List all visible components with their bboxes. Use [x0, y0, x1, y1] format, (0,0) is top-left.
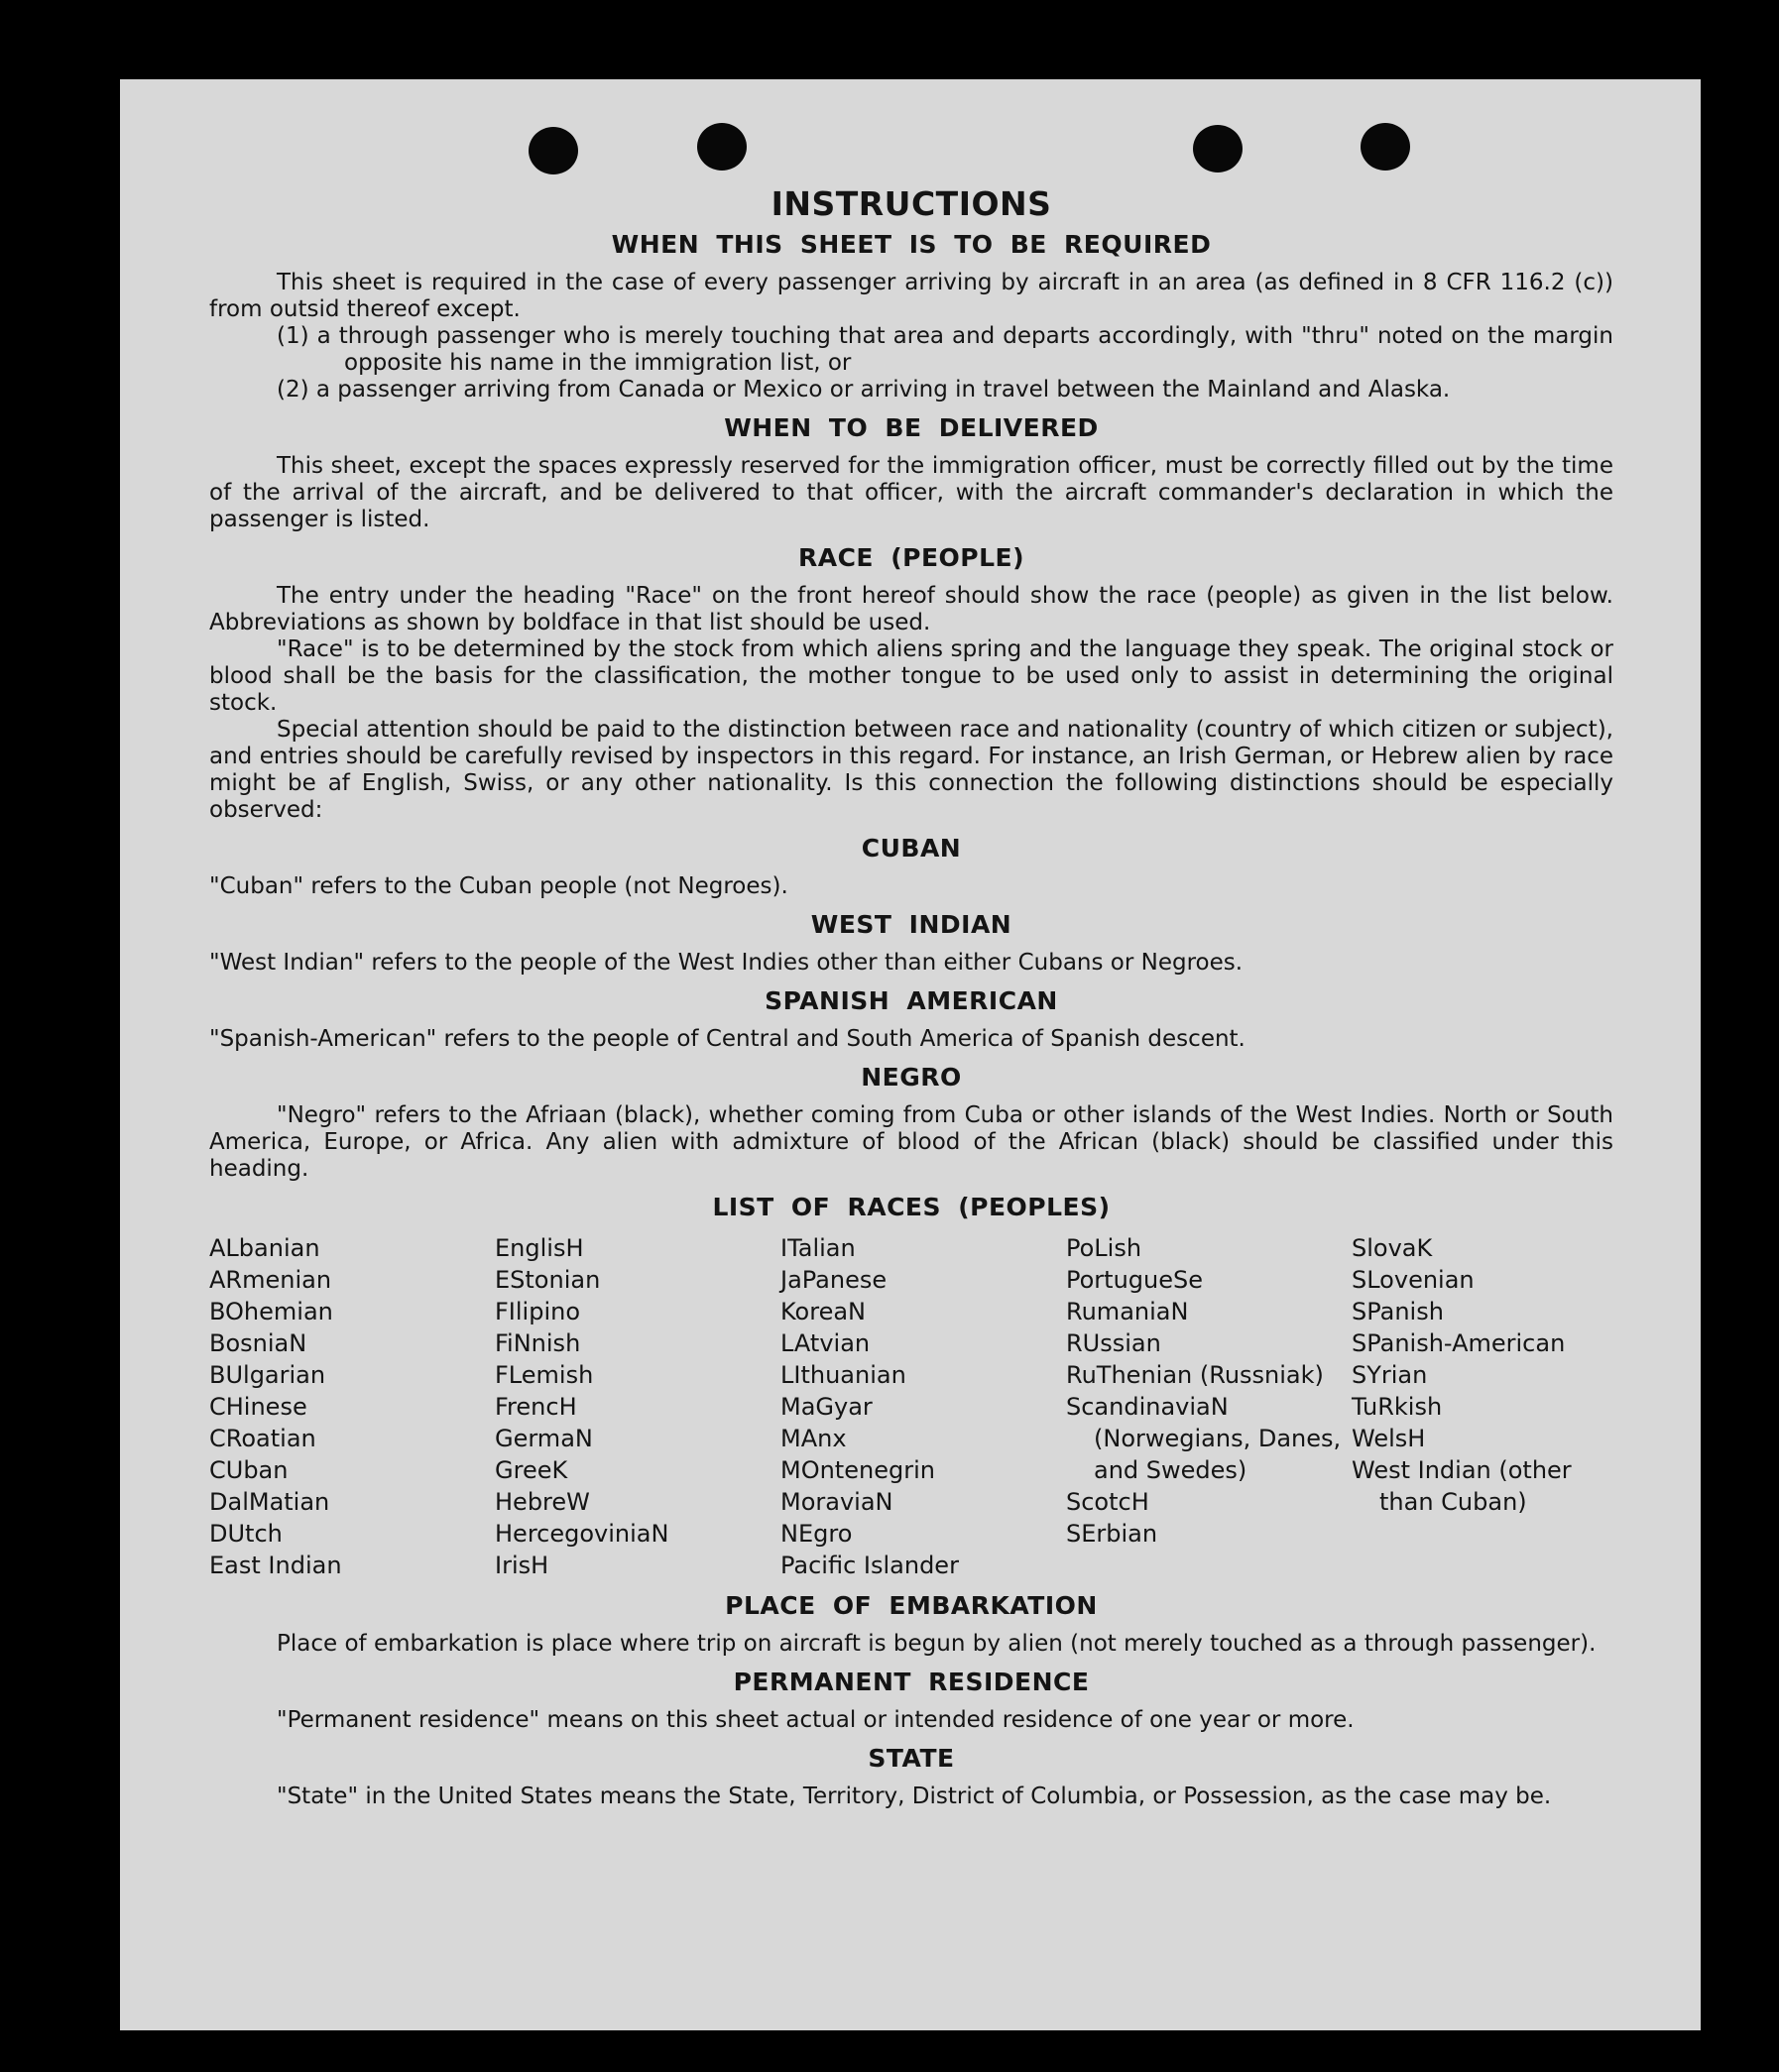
heading-negro: NEGRO: [861, 1063, 962, 1092]
race-list: [209, 1232, 1613, 1581]
heading-permanent-residence: PERMANENT RESIDENCE: [733, 1668, 1090, 1696]
race-item: KoreaN: [780, 1298, 866, 1325]
race-item: ITalian: [780, 1234, 856, 1262]
race-item: CUban: [209, 1456, 289, 1484]
race-column-4: [1066, 1232, 1352, 1581]
place-of-embarkation-text: Place of embarkation is place where trip on aircraft is begun by alien (not merely touched as a through passenger).: [277, 1631, 1597, 1657]
race-item: FLemish: [495, 1361, 594, 1389]
race-item: IrisH: [495, 1552, 549, 1579]
race-item: SLovenian: [1352, 1266, 1475, 1294]
race-item: ScotcH: [1066, 1488, 1149, 1516]
race-column-1: [209, 1232, 495, 1581]
punch-hole: [529, 127, 578, 174]
race-item: SYrian: [1352, 1361, 1428, 1389]
race-item: LAtvian: [780, 1329, 871, 1357]
race-paragraph-1: The entry under the heading "Race" on the front hereof should show the race (people) as given in the list below. Abbreviations as shown by boldface in that list should be used.: [209, 583, 1613, 635]
race-item: ScandinaviaN (Norwegians, Danes, and Swedes): [1066, 1393, 1342, 1484]
spanish-american-text: "Spanish-American" refers to the people of Central and South America of Spanish descent.: [209, 1026, 1245, 1052]
cuban-text: "Cuban" refers to the Cuban people (not Negroes).: [209, 873, 788, 899]
race-item: GermaN: [495, 1425, 593, 1452]
race-item: HercegoviniaN: [495, 1520, 669, 1548]
heading-cuban: CUBAN: [861, 834, 962, 863]
race-column-2: [495, 1232, 780, 1581]
race-item: ALbanian: [209, 1234, 320, 1262]
heading-when-required: WHEN THIS SHEET IS TO BE REQUIRED: [611, 230, 1212, 259]
punch-hole: [1193, 125, 1243, 173]
heading-place-of-embarkation: PLACE OF EMBARKATION: [725, 1591, 1098, 1620]
negro-text: "Negro" refers to the Afriaan (black), whether coming from Cuba or other islands of the West Indies. North or South America, Europe, or Africa. Any alien with admixture of blood of the African (black) should be classified under this heading.: [209, 1102, 1613, 1182]
race-column-3: [780, 1232, 1066, 1581]
race-item: DUtch: [209, 1520, 283, 1548]
race-item: West Indian (other than Cuban): [1352, 1456, 1572, 1516]
race-item: BosniaN: [209, 1329, 307, 1357]
race-item: Pacific Islander: [780, 1552, 959, 1579]
race-item: EnglisH: [495, 1234, 584, 1262]
race-item: FrencH: [495, 1393, 577, 1421]
heading-west-indian: WEST INDIAN: [810, 910, 1012, 939]
page-title: INSTRUCTIONS: [771, 184, 1052, 223]
race-item: DalMatian: [209, 1488, 330, 1516]
race-item: PoLish: [1066, 1234, 1142, 1262]
race-item: GreeK: [495, 1456, 568, 1484]
punch-hole: [697, 123, 747, 171]
race-item: JaPanese: [780, 1266, 888, 1294]
exception-2: (2) a passenger arriving from Canada or Mexico or arriving in travel between the Mainland and Alaska.: [277, 377, 1451, 403]
race-item: ARmenian: [209, 1266, 332, 1294]
race-item: FIlipino: [495, 1298, 581, 1325]
heading-when-delivered: WHEN TO BE DELIVERED: [724, 413, 1099, 442]
race-column-5: [1352, 1232, 1613, 1581]
race-item: EStonian: [495, 1266, 601, 1294]
race-item: SPanish-American: [1352, 1329, 1566, 1357]
race-item: SErbian: [1066, 1520, 1158, 1548]
race-item: MoraviaN: [780, 1488, 893, 1516]
race-item: RUssian: [1066, 1329, 1161, 1357]
race-item: MOntenegrin: [780, 1456, 935, 1484]
race-item: CHinese: [209, 1393, 307, 1421]
exception-1: (1) a through passenger who is merely touching that area and departs accordingly, with "thru" noted on the margin opposite his name in the immigration list, or: [277, 323, 1613, 376]
race-item: RumaniaN: [1066, 1298, 1189, 1325]
race-item: PortugueSe: [1066, 1266, 1203, 1294]
race-item: TuRkish: [1352, 1393, 1443, 1421]
race-item: MAnx: [780, 1425, 847, 1452]
heading-list-of-races: LIST OF RACES (PEOPLES): [712, 1193, 1111, 1221]
race-item: SPanish: [1352, 1298, 1444, 1325]
race-paragraph-3: Special attention should be paid to the distinction between race and nationality (country of which citizen or subject), and entries should be carefully revised by inspectors in this regard. For instance, an Irish German, or Hebrew alien by race might be af English, Swiss, or any other nationality. Is this connection the following distinctions should be especially observed:: [209, 717, 1613, 823]
heading-state: STATE: [868, 1744, 955, 1773]
when-required-intro: This sheet is required in the case of every passenger arriving by aircraft in an area (as defined in 8 CFR 116.2 (c)) from outsid thereof except.: [209, 270, 1613, 322]
race-item: BOhemian: [209, 1298, 333, 1325]
heading-spanish-american: SPANISH AMERICAN: [765, 986, 1058, 1015]
race-item: NEgro: [780, 1520, 853, 1548]
when-delivered-text: This sheet, except the spaces expressly reserved for the immigration officer, must be correctly filled out by the time of the arrival of the aircraft, and be delivered to that officer, with the aircraft commander's declaration in which the passenger is listed.: [209, 453, 1613, 532]
race-item: HebreW: [495, 1488, 590, 1516]
race-item: LIthuanian: [780, 1361, 906, 1389]
race-item: CRoatian: [209, 1425, 316, 1452]
race-item: RuThenian (Russniak): [1066, 1361, 1324, 1389]
permanent-residence-text: "Permanent residence" means on this sheet actual or intended residence of one year or more.: [277, 1707, 1355, 1733]
west-indian-text: "West Indian" refers to the people of the West Indies other than either Cubans or Negroes.: [209, 950, 1244, 976]
document-body: [209, 184, 1613, 1810]
race-paragraph-2: "Race" is to be determined by the stock from which aliens spring and the language they speak. The original stock or blood shall be the basis for the classification, the mother tongue to be used only to assist in determining the original stock.: [209, 636, 1613, 716]
race-item: SlovaK: [1352, 1234, 1433, 1262]
state-text: "State" in the United States means the State, Territory, District of Columbia, or Possession, as the case may be.: [277, 1784, 1552, 1809]
instruction-sheet: [120, 79, 1701, 2030]
punch-hole: [1361, 123, 1410, 171]
race-item: WelsH: [1352, 1425, 1426, 1452]
race-item: East Indian: [209, 1552, 342, 1579]
race-item: MaGyar: [780, 1393, 873, 1421]
race-item: BUlgarian: [209, 1361, 326, 1389]
race-item: FiNnish: [495, 1329, 581, 1357]
heading-race: RACE (PEOPLE): [797, 543, 1025, 572]
